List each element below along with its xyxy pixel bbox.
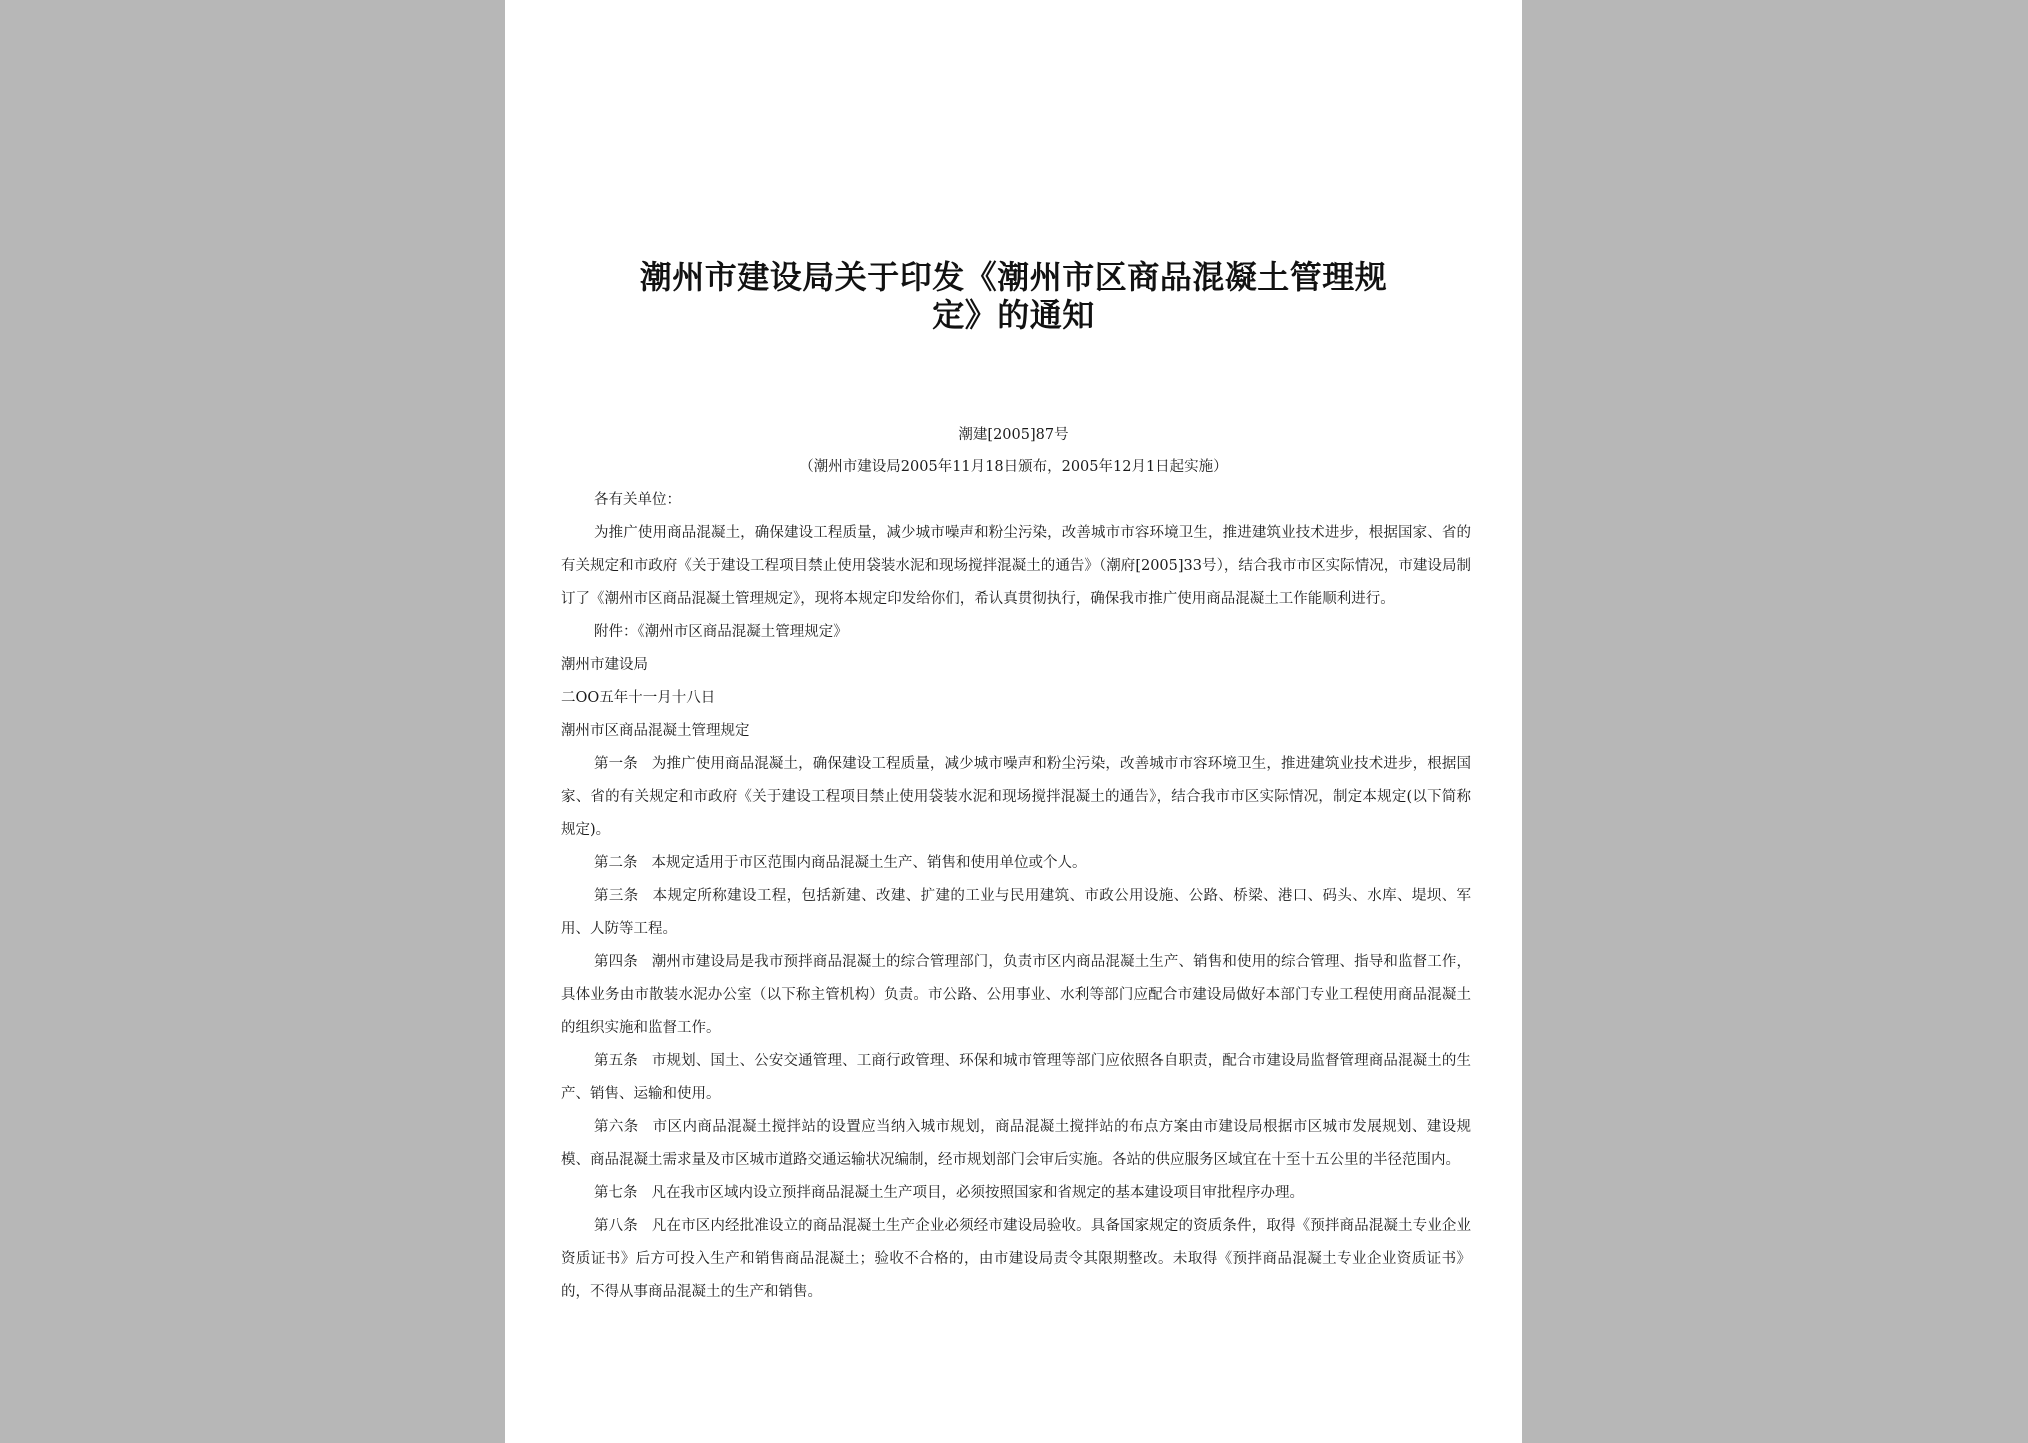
issue-note: （潮州市建设局2005年11月18日颁布，2005年12月1日起实施） [799, 459, 1228, 475]
regulation-title: 潮州市区商品混凝土管理规定 [561, 723, 750, 739]
article [561, 880, 1471, 946]
article [561, 847, 1471, 880]
article-label: 第八条 [594, 1218, 638, 1234]
article [561, 748, 1471, 847]
article-text: 市区内商品混凝土搅拌站的设置应当纳入城市规划，商品混凝土搅拌站的布点方案由市建设局根据市区城市发展规划、建设规模、商品混凝土需求量及市区城市道路交通运输状况编制，经市规划部门会审后实施。各站的供应服务区域宜在十至十五公里的半径范围内。 [561, 1119, 1472, 1168]
article-label: 第二条 [594, 855, 638, 871]
article-text: 市规划、国土、公安交通管理、工商行政管理、环保和城市管理等部门应依照各自职责，配合市建设局监督管理商品混凝土的生产、销售、运输和使用。 [561, 1053, 1471, 1102]
article-text: 本规定适用于市区范围内商品混凝土生产、销售和使用单位或个人。 [651, 855, 1087, 871]
article [561, 1045, 1471, 1111]
article-text: 本规定所称建设工程，包括新建、改建、扩建的工业与民用建筑、市政公用设施、公路、桥梁、港口、码头、水库、堤坝、军用、人防等工程。 [561, 888, 1472, 937]
article [561, 1111, 1471, 1177]
attachment-line: 附件：《潮州市区商品混凝土管理规定》 [594, 624, 848, 640]
document-title [505, 258, 1522, 334]
article-text: 凡在我市区域内设立预拌商品混凝土生产项目，必须按照国家和省规定的基本建设项目审批程序办理。 [651, 1185, 1304, 1201]
article-text: 潮州市建设局是我市预拌商品混凝土的综合管理部门，负责市区内商品混凝土生产、销售和使用的综合管理、指导和监督工作，具体业务由市散装水泥办公室（以下称主管机构）负责。市公路、公用事业、水利等部门应配合市建设局做好本部门专业工程使用商品混凝土的组织实施和监督工作。 [561, 954, 1471, 1036]
document-number: 潮建[2005]87号 [958, 427, 1069, 443]
article-label: 第五条 [594, 1053, 638, 1069]
title-line-1: 潮州市建设局关于印发《潮州市区商品混凝土管理规 [639, 258, 1388, 296]
article-label: 第四条 [594, 954, 638, 970]
article-label: 第七条 [594, 1185, 638, 1201]
article [561, 1177, 1471, 1210]
salutation: 各有关单位： [594, 492, 681, 508]
article-label: 第六条 [594, 1119, 639, 1135]
intro-paragraph: 为推广使用商品混凝土，确保建设工程质量，减少城市噪声和粉尘污染，改善城市市容环境卫生，推进建筑业技术进步，根据国家、省的有关规定和市政府《关于建设工程项目禁止使用袋装水泥和现场搅拌混凝土的通告》（潮府[2005]33号），结合我市市区实际情况，市建设局制订了《潮州市区商品混凝土管理规定》，现将本规定印发给你们，希认真贯彻执行，确保我市推广使用商品混凝土工作能顺利进行。 [561, 525, 1471, 607]
article [561, 946, 1471, 1045]
article-label: 第三条 [594, 888, 639, 904]
document-body [561, 484, 1471, 1309]
article [561, 1210, 1471, 1309]
article-label: 第一条 [594, 756, 638, 772]
article-text: 凡在市区内经批准设立的商品混凝土生产企业必须经市建设局验收。具备国家规定的资质条件，取得《预拌商品混凝土专业企业资质证书》后方可投入生产和销售商品混凝土；验收不合格的，由市建设局责令其限期整改。未取得《预拌商品混凝土专业企业资质证书》的，不得从事商品混凝土的生产和销售。 [561, 1218, 1471, 1300]
signature-date: 二OO五年十一月十八日 [561, 690, 716, 706]
article-text: 为推广使用商品混凝土，确保建设工程质量，减少城市噪声和粉尘污染，改善城市市容环境卫生，推进建筑业技术进步，根据国家、省的有关规定和市政府《关于建设工程项目禁止使用袋装水泥和现场搅拌混凝土的通告》，结合我市市区实际情况，制定本规定(以下简称规定)。 [561, 756, 1471, 838]
document-page [505, 0, 1522, 1443]
signature-org: 潮州市建设局 [561, 657, 648, 673]
title-line-2: 定》的通知 [932, 296, 1095, 334]
